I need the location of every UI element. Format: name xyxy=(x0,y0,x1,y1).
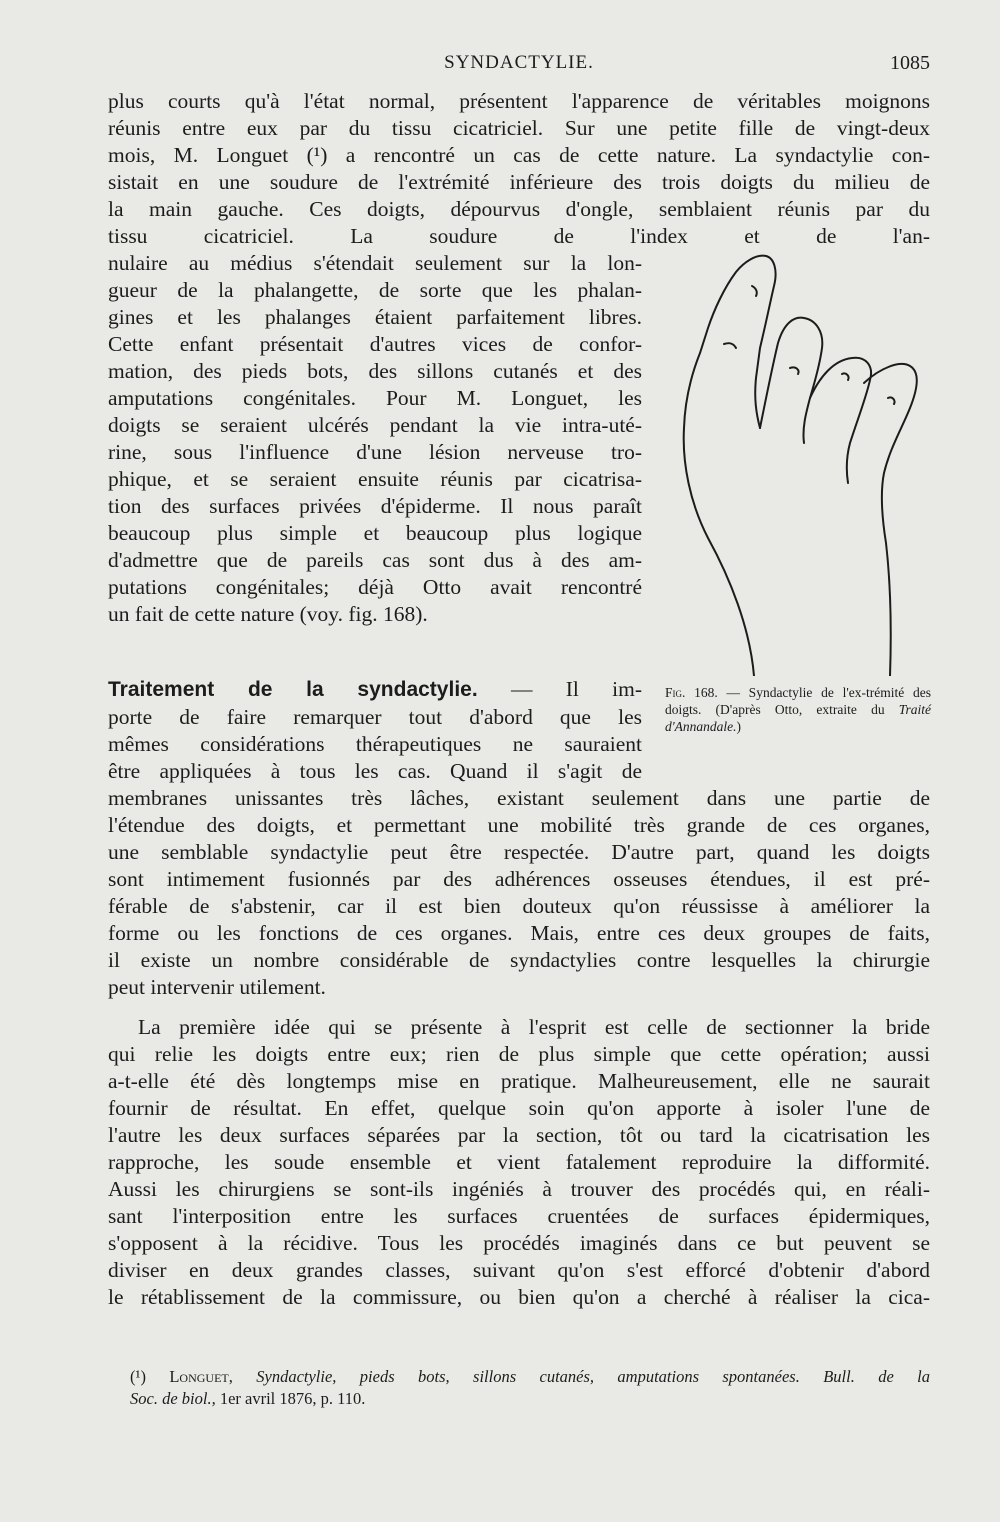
text-line: porte de faire remarquer tout d'abord que les xyxy=(108,705,642,729)
middle-finger xyxy=(760,318,822,443)
text-line: s'opposent à la récidive. Tous les procédés imaginés dans ce but peuvent se xyxy=(108,1231,930,1255)
running-title: SYNDACTYLIE. xyxy=(444,52,594,73)
text-line: mois, M. Longuet (¹) a rencontré un cas de cette nature. La syndactylie con- xyxy=(108,143,930,167)
hand-illustration xyxy=(670,248,940,676)
text-line: peut intervenir utilement. xyxy=(108,975,326,999)
footnote-line-1 xyxy=(130,1366,930,1388)
text-line: il existe un nombre considérable de syndactylies contre lesquelles la chirurgie xyxy=(108,948,930,972)
ring-finger xyxy=(810,358,871,483)
text-line: La première idée qui se présente à l'esprit est celle de sectionner la bride xyxy=(138,1015,930,1039)
figure-caption-close: ) xyxy=(736,719,742,734)
middle-nail-mark xyxy=(790,367,799,374)
text-line: putations congénitales; déjà Otto avait rencontré xyxy=(108,575,642,599)
text-line: membranes unissantes très lâches, existant seulement dans une partie de xyxy=(108,786,930,810)
text-line: gines et les phalanges étaient parfaitement libres. xyxy=(108,305,642,329)
footnote-line-2 xyxy=(130,1388,930,1410)
text-line: Cette enfant présentait d'autres vices de confor- xyxy=(108,332,642,356)
text-line: la main gauche. Ces doigts, dépourvus d'ongle, semblaient réunis par du xyxy=(108,197,930,221)
text-line: une semblable syndactylie peut être respectée. D'autre part, quand les doigts xyxy=(108,840,930,864)
text-line: gueur de la phalangette, de sorte que les phalan- xyxy=(108,278,642,302)
footnote-date: 1er avril 1876, p. 110. xyxy=(219,1389,366,1408)
footnote xyxy=(130,1366,930,1410)
text-line: d'admettre que de pareils cas sont dus à des am- xyxy=(108,548,642,572)
text-line: fournir de résultat. En effet, quelque soin qu'on apporte à isoler l'une de xyxy=(108,1096,930,1120)
palm-crease xyxy=(724,343,736,348)
text-line: plus courts qu'à l'état normal, présentent l'apparence de véritables moignons xyxy=(108,89,930,113)
text-line: le rétablissement de la commissure, ou bien qu'on a cherché à réaliser la cica- xyxy=(108,1285,930,1309)
text-line: un fait de cette nature (voy. fig. 168). xyxy=(108,602,428,626)
footnote-author: Longuet, xyxy=(169,1367,233,1386)
footnote-title: Syndactylie, pieds bots, sillons cutanés, amputations spontanées. Bull. de la xyxy=(256,1367,931,1386)
text-line: doigts se seraient ulcérés pendant la vie intra-uté- xyxy=(108,413,642,437)
text-line: tion des surfaces privées d'épiderme. Il nous paraît xyxy=(108,494,642,518)
footnote-journal: Soc. de biol., xyxy=(130,1389,216,1408)
text-line: beaucoup plus simple et beaucoup plus logique xyxy=(108,521,642,545)
ring-nail-mark xyxy=(842,373,849,380)
text-line: mêmes considérations thérapeutiques ne sauraient xyxy=(108,732,642,756)
little-finger xyxy=(864,364,917,676)
index-nail-mark xyxy=(752,286,757,296)
section-heading-line xyxy=(108,676,642,703)
page-header xyxy=(108,48,930,78)
text-line: qui relie les doigts entre eux; rien de plus simple que cette opération; aussi xyxy=(108,1042,930,1066)
text-line: sont intimement fusionnés par des adhérences osseuses étendues, il est pré- xyxy=(108,867,930,891)
figure-hand-drawing xyxy=(670,248,940,676)
text-line: forme ou les fonctions de ces organes. Mais, entre ces deux groupes de faits, xyxy=(108,921,930,945)
text-line: amputations congénitales. Pour M. Longuet, les xyxy=(108,386,642,410)
text-line: l'étendue des doigts, et permettant une mobilité très grande de ces organes, xyxy=(108,813,930,837)
figure-caption xyxy=(665,684,931,735)
text-line: tissu cicatriciel. La soudure de l'index et de l'an- xyxy=(108,224,930,248)
text-line: nulaire au médius s'étendait seulement sur la lon- xyxy=(108,251,642,275)
text-line: l'autre les deux surfaces séparées par la section, tôt ou tard la cicatrisation les xyxy=(108,1123,930,1147)
text-line: réunis entre eux par du tissu cicatriciel. Sur une petite fille de vingt-deux xyxy=(108,116,930,140)
text-line: diviser en deux grandes classes, suivant qu'on s'est efforcé d'obtenir d'abord xyxy=(108,1258,930,1282)
text-line: sant l'interposition entre les surfaces cruentées de surfaces épidermiques, xyxy=(108,1204,930,1228)
figure-caption-source: Traité d'Annandale. xyxy=(665,702,931,734)
text-line: férable de s'abstenir, car il est bien douteux qu'on réussisse à améliorer la xyxy=(108,894,930,918)
figure-caption-text: — Syndactylie de l'ex-trémité des doigts. (D'après Otto, extraite du xyxy=(665,685,931,717)
section-heading: Traitement de la syndactylie. xyxy=(108,678,478,701)
text-line: rine, sous l'influence d'une lésion nerveuse tro- xyxy=(108,440,642,464)
page-number: 1085 xyxy=(890,52,930,74)
text-line: mation, des pieds bots, des sillons cutanés et des xyxy=(108,359,642,383)
text-line: phique, et se seraient ensuite réunis par cicatrisa- xyxy=(108,467,642,491)
text-line: a-t-elle été dès longtemps mise en pratique. Malheureusement, elle ne saurait xyxy=(108,1069,930,1093)
footnote-marker: (¹) xyxy=(130,1367,146,1386)
text-line: être appliquées à tous les cas. Quand il s'agit de xyxy=(108,759,642,783)
figure-label: Fig. 168. xyxy=(665,685,718,700)
hand-outline-left xyxy=(684,256,766,676)
text-line: rapproche, les soude ensemble et vient fatalement reproduire la difformité. xyxy=(108,1150,930,1174)
text-line: Aussi les chirurgiens se sont-ils ingéniés à trouver des procédés qui, en réali- xyxy=(108,1177,930,1201)
text-line: sistait en une soudure de l'extrémité inférieure des trois doigts du milieu de xyxy=(108,170,930,194)
section-heading-rest: — Il im- xyxy=(477,677,642,701)
little-nail-mark xyxy=(888,397,895,404)
